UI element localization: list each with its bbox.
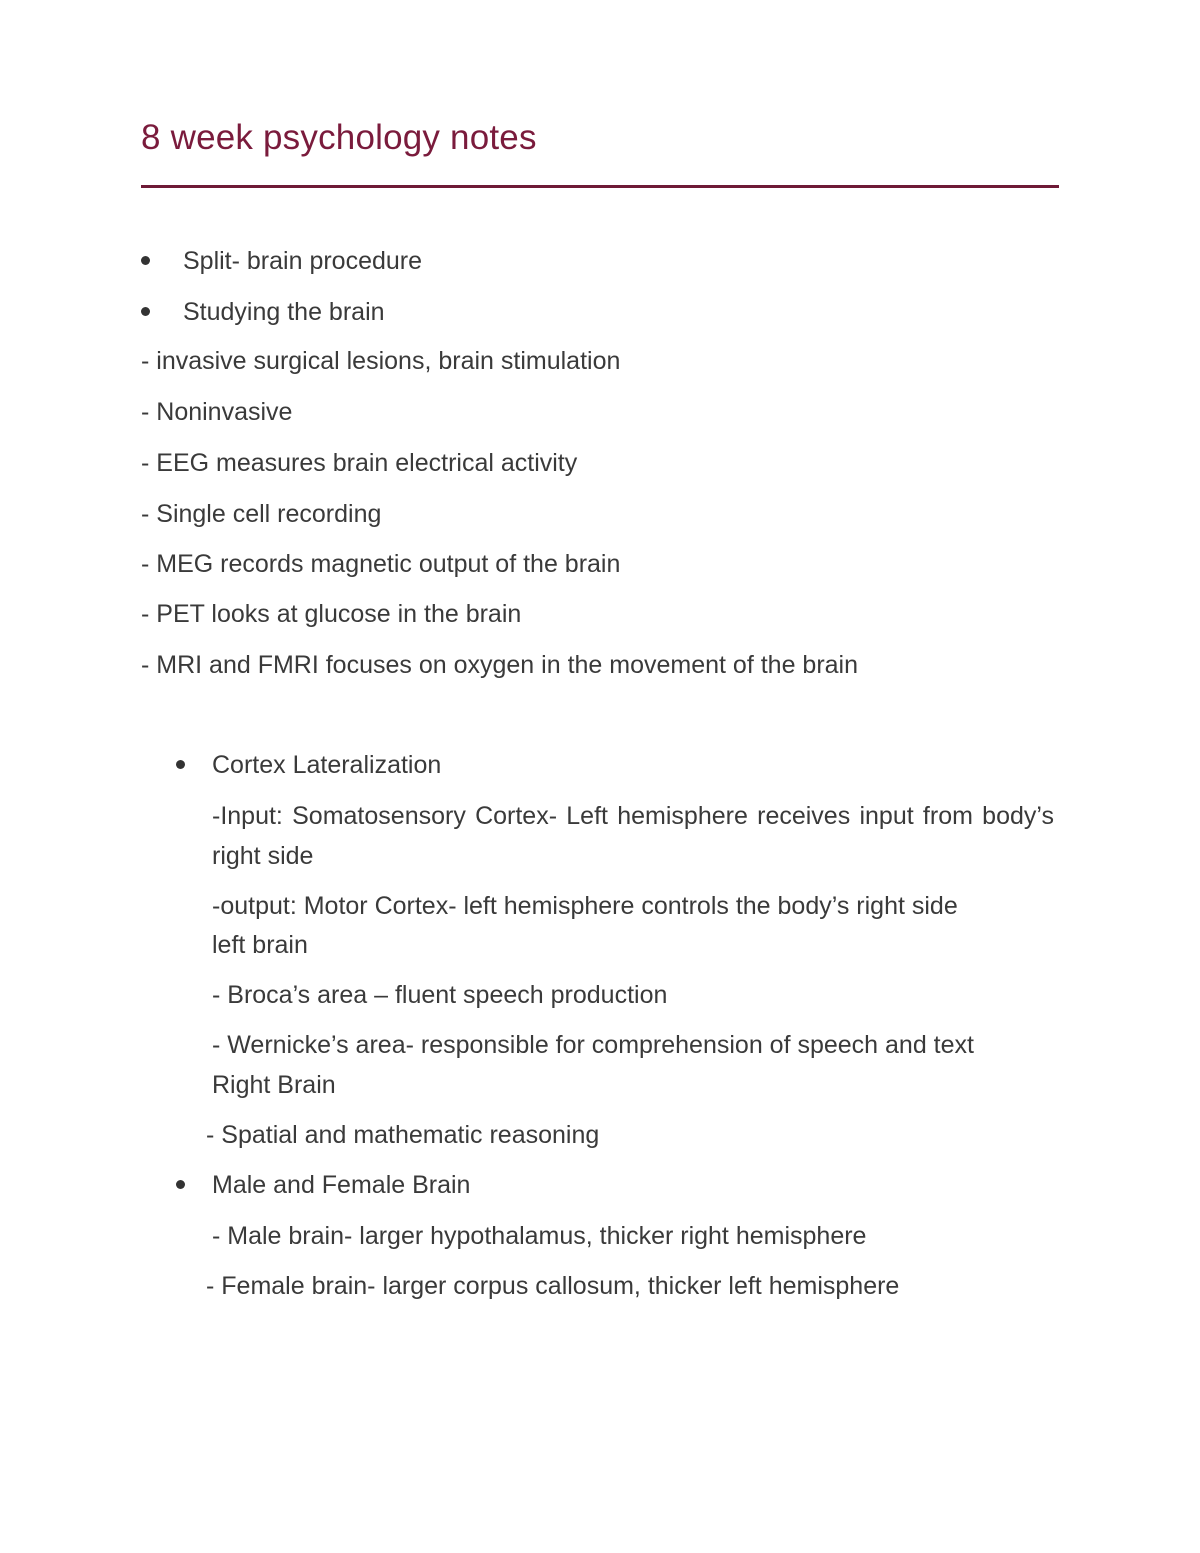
list-item: - Broca’s area – fluent speech production [212, 981, 668, 1009]
right-brain-label: Right Brain [212, 1071, 336, 1099]
list-item: - PET looks at glucose in the brain [141, 600, 522, 628]
list-item: - invasive surgical lesions, brain stimulation [141, 347, 621, 375]
bullet-dot-icon [141, 256, 150, 265]
cortex-input-paragraph: -Input: Somatosensory Cortex- Left hemisphere receives input from body’s right side [212, 802, 1054, 870]
title-divider [141, 185, 1059, 188]
list-item: - Noninvasive [141, 398, 293, 426]
section-heading-cortex: Cortex Lateralization [212, 751, 442, 779]
list-item: - Male brain- larger hypothalamus, thicker right hemisphere [212, 1222, 867, 1250]
section-heading-gender: Male and Female Brain [212, 1171, 471, 1199]
list-item: Split- brain procedure [183, 247, 423, 275]
list-item: Studying the brain [183, 298, 385, 326]
cortex-output-paragraph: -output: Motor Cortex- left hemisphere controls the body’s right side [212, 892, 958, 920]
bullet-dot-icon [176, 1180, 185, 1189]
bullet-dot-icon [176, 760, 185, 769]
wernicke-paragraph: - Wernicke’s area- responsible for comprehension of speech and text [212, 1031, 974, 1059]
bullet-dot-icon [141, 307, 150, 316]
list-item: - Spatial and mathematic reasoning [206, 1121, 600, 1149]
list-item: - MEG records magnetic output of the brain [141, 550, 621, 578]
left-brain-label: left brain [212, 931, 308, 959]
list-item: - Single cell recording [141, 500, 382, 528]
page-title: 8 week psychology notes [141, 118, 537, 157]
list-item: - Female brain- larger corpus callosum, thicker left hemisphere [206, 1272, 900, 1300]
list-item: - EEG measures brain electrical activity [141, 449, 578, 477]
list-item: - MRI and FMRI focuses on oxygen in the movement of the brain [141, 651, 859, 679]
